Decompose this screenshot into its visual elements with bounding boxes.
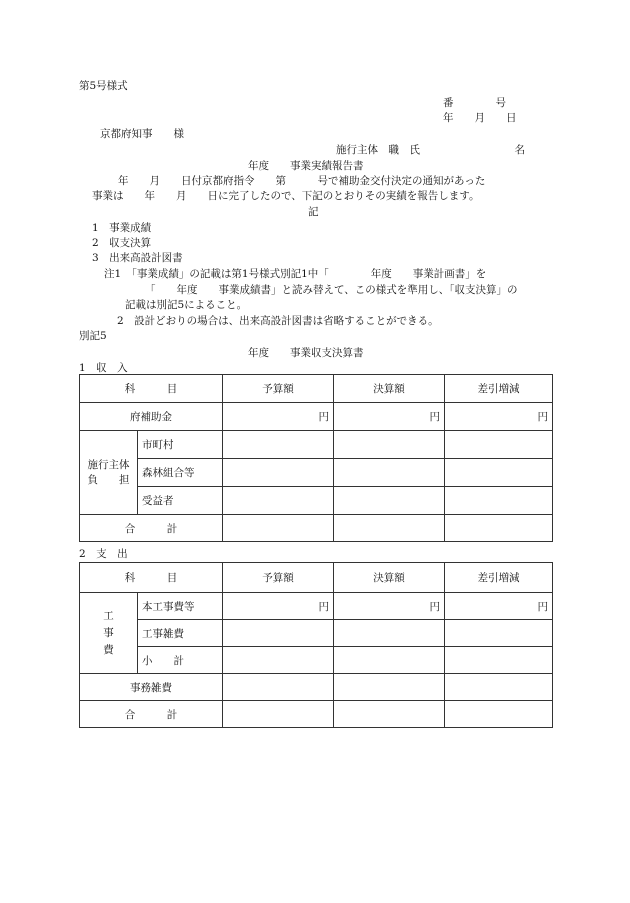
expense-row-office — [80, 674, 553, 701]
income-header-subject: 科 目 — [80, 375, 223, 403]
income-cell — [445, 487, 553, 515]
income-cell — [334, 431, 445, 459]
body-line-2: 事業は 年 月 日に完了したので、下記のとおりその実績を報告します。 — [92, 190, 480, 202]
income-subsidy-label: 府補助金 — [80, 403, 223, 431]
expense-total-label: 合 計 — [80, 701, 223, 728]
income-cell — [445, 515, 553, 542]
income-cell — [334, 487, 445, 515]
expense-cell — [445, 620, 553, 647]
expense-cell — [334, 647, 445, 674]
note-1-line-b: 「 年度 事業成績書」と読み替えて、この様式を準用し、「収支決算」の — [145, 284, 518, 296]
expense-row-label: 本工事費等 — [138, 593, 223, 620]
expense-cell — [334, 701, 445, 728]
note-2: 2 設計どおりの場合は、出来高設計図書は省略することができる。 — [117, 315, 439, 327]
appendix-label: 別記5 — [79, 330, 107, 342]
expense-group-label: 工 事 費 — [80, 593, 138, 674]
date-line: 年 月 日 — [443, 112, 517, 124]
income-header-settlement: 決算額 — [334, 375, 445, 403]
income-total-label: 合 計 — [80, 515, 223, 542]
expense-cell — [223, 701, 334, 728]
income-total-row — [80, 515, 553, 542]
expense-total-row — [80, 701, 553, 728]
form-number: 第5号様式 — [79, 80, 128, 92]
expense-cell — [445, 647, 553, 674]
expense-header-row — [80, 563, 553, 593]
expense-header-budget: 予算額 — [223, 563, 334, 593]
income-row-municipality — [80, 431, 553, 459]
expense-office-label: 事務雑費 — [80, 674, 223, 701]
body-line-1: 年 月 日付京都府指令 第 号で補助金交付決定の通知があった — [118, 175, 486, 187]
income-row-beneficiary — [80, 487, 553, 515]
ki-heading: 記 — [308, 206, 319, 218]
expense-header-difference: 差引増減 — [445, 563, 553, 593]
expense-cell — [223, 620, 334, 647]
expense-header-settlement: 決算額 — [334, 563, 445, 593]
expense-row-main-works — [80, 593, 553, 620]
income-cell — [445, 431, 553, 459]
income-cell — [334, 459, 445, 487]
income-header-budget: 予算額 — [223, 375, 334, 403]
income-subsidy-budget: 円 — [223, 403, 334, 431]
income-group-label: 施行主体 負 担 — [80, 431, 138, 515]
expense-row-label: 小 計 — [138, 647, 223, 674]
item-2: 2 収支決算 — [92, 237, 152, 249]
document-number-line: 番 号 — [443, 97, 506, 109]
income-row-label: 市町村 — [138, 431, 223, 459]
expense-cell — [445, 674, 553, 701]
income-header-row — [80, 375, 553, 403]
item-1: 1 事業成績 — [92, 222, 152, 234]
expense-row-subtotal — [80, 647, 553, 674]
applicant-line: 施行主体 職 氏 名 — [336, 144, 525, 156]
income-table — [79, 374, 553, 542]
income-row-label: 森林組合等 — [138, 459, 223, 487]
item-3: 3 出来高設計図書 — [92, 252, 183, 264]
expense-cell — [223, 647, 334, 674]
addressee: 京都府知事 様 — [100, 128, 184, 140]
income-row-forest-assoc — [80, 459, 553, 487]
income-section-label: 1 収 入 — [79, 362, 128, 374]
income-header-difference: 差引増減 — [445, 375, 553, 403]
expense-main-settlement: 円 — [334, 593, 445, 620]
income-cell — [445, 459, 553, 487]
income-subsidy-difference: 円 — [445, 403, 553, 431]
expense-cell — [223, 674, 334, 701]
expense-row-misc-works — [80, 620, 553, 647]
expense-table — [79, 562, 553, 728]
note-1-line-c: 記載は別記5によること。 — [125, 299, 248, 311]
expense-cell — [445, 701, 553, 728]
report-title: 年度 事業実績報告書 — [248, 160, 364, 172]
expense-section-label: 2 支 出 — [79, 548, 128, 560]
expense-main-difference: 円 — [445, 593, 553, 620]
income-cell — [223, 515, 334, 542]
income-cell — [334, 515, 445, 542]
expense-cell — [334, 620, 445, 647]
expense-header-subject: 科 目 — [80, 563, 223, 593]
income-row-label: 受益者 — [138, 487, 223, 515]
income-subsidy-settlement: 円 — [334, 403, 445, 431]
income-cell — [223, 487, 334, 515]
appendix-title: 年度 事業収支決算書 — [248, 347, 364, 359]
income-cell — [223, 431, 334, 459]
income-subsidy-row — [80, 403, 553, 431]
expense-row-label: 工事雑費 — [138, 620, 223, 647]
expense-cell — [334, 674, 445, 701]
expense-main-budget: 円 — [223, 593, 334, 620]
note-1-line-a: 注1 「事業成績」の記載は第1号様式別記1中「 年度 事業計画書」を — [104, 268, 487, 280]
income-cell — [223, 459, 334, 487]
